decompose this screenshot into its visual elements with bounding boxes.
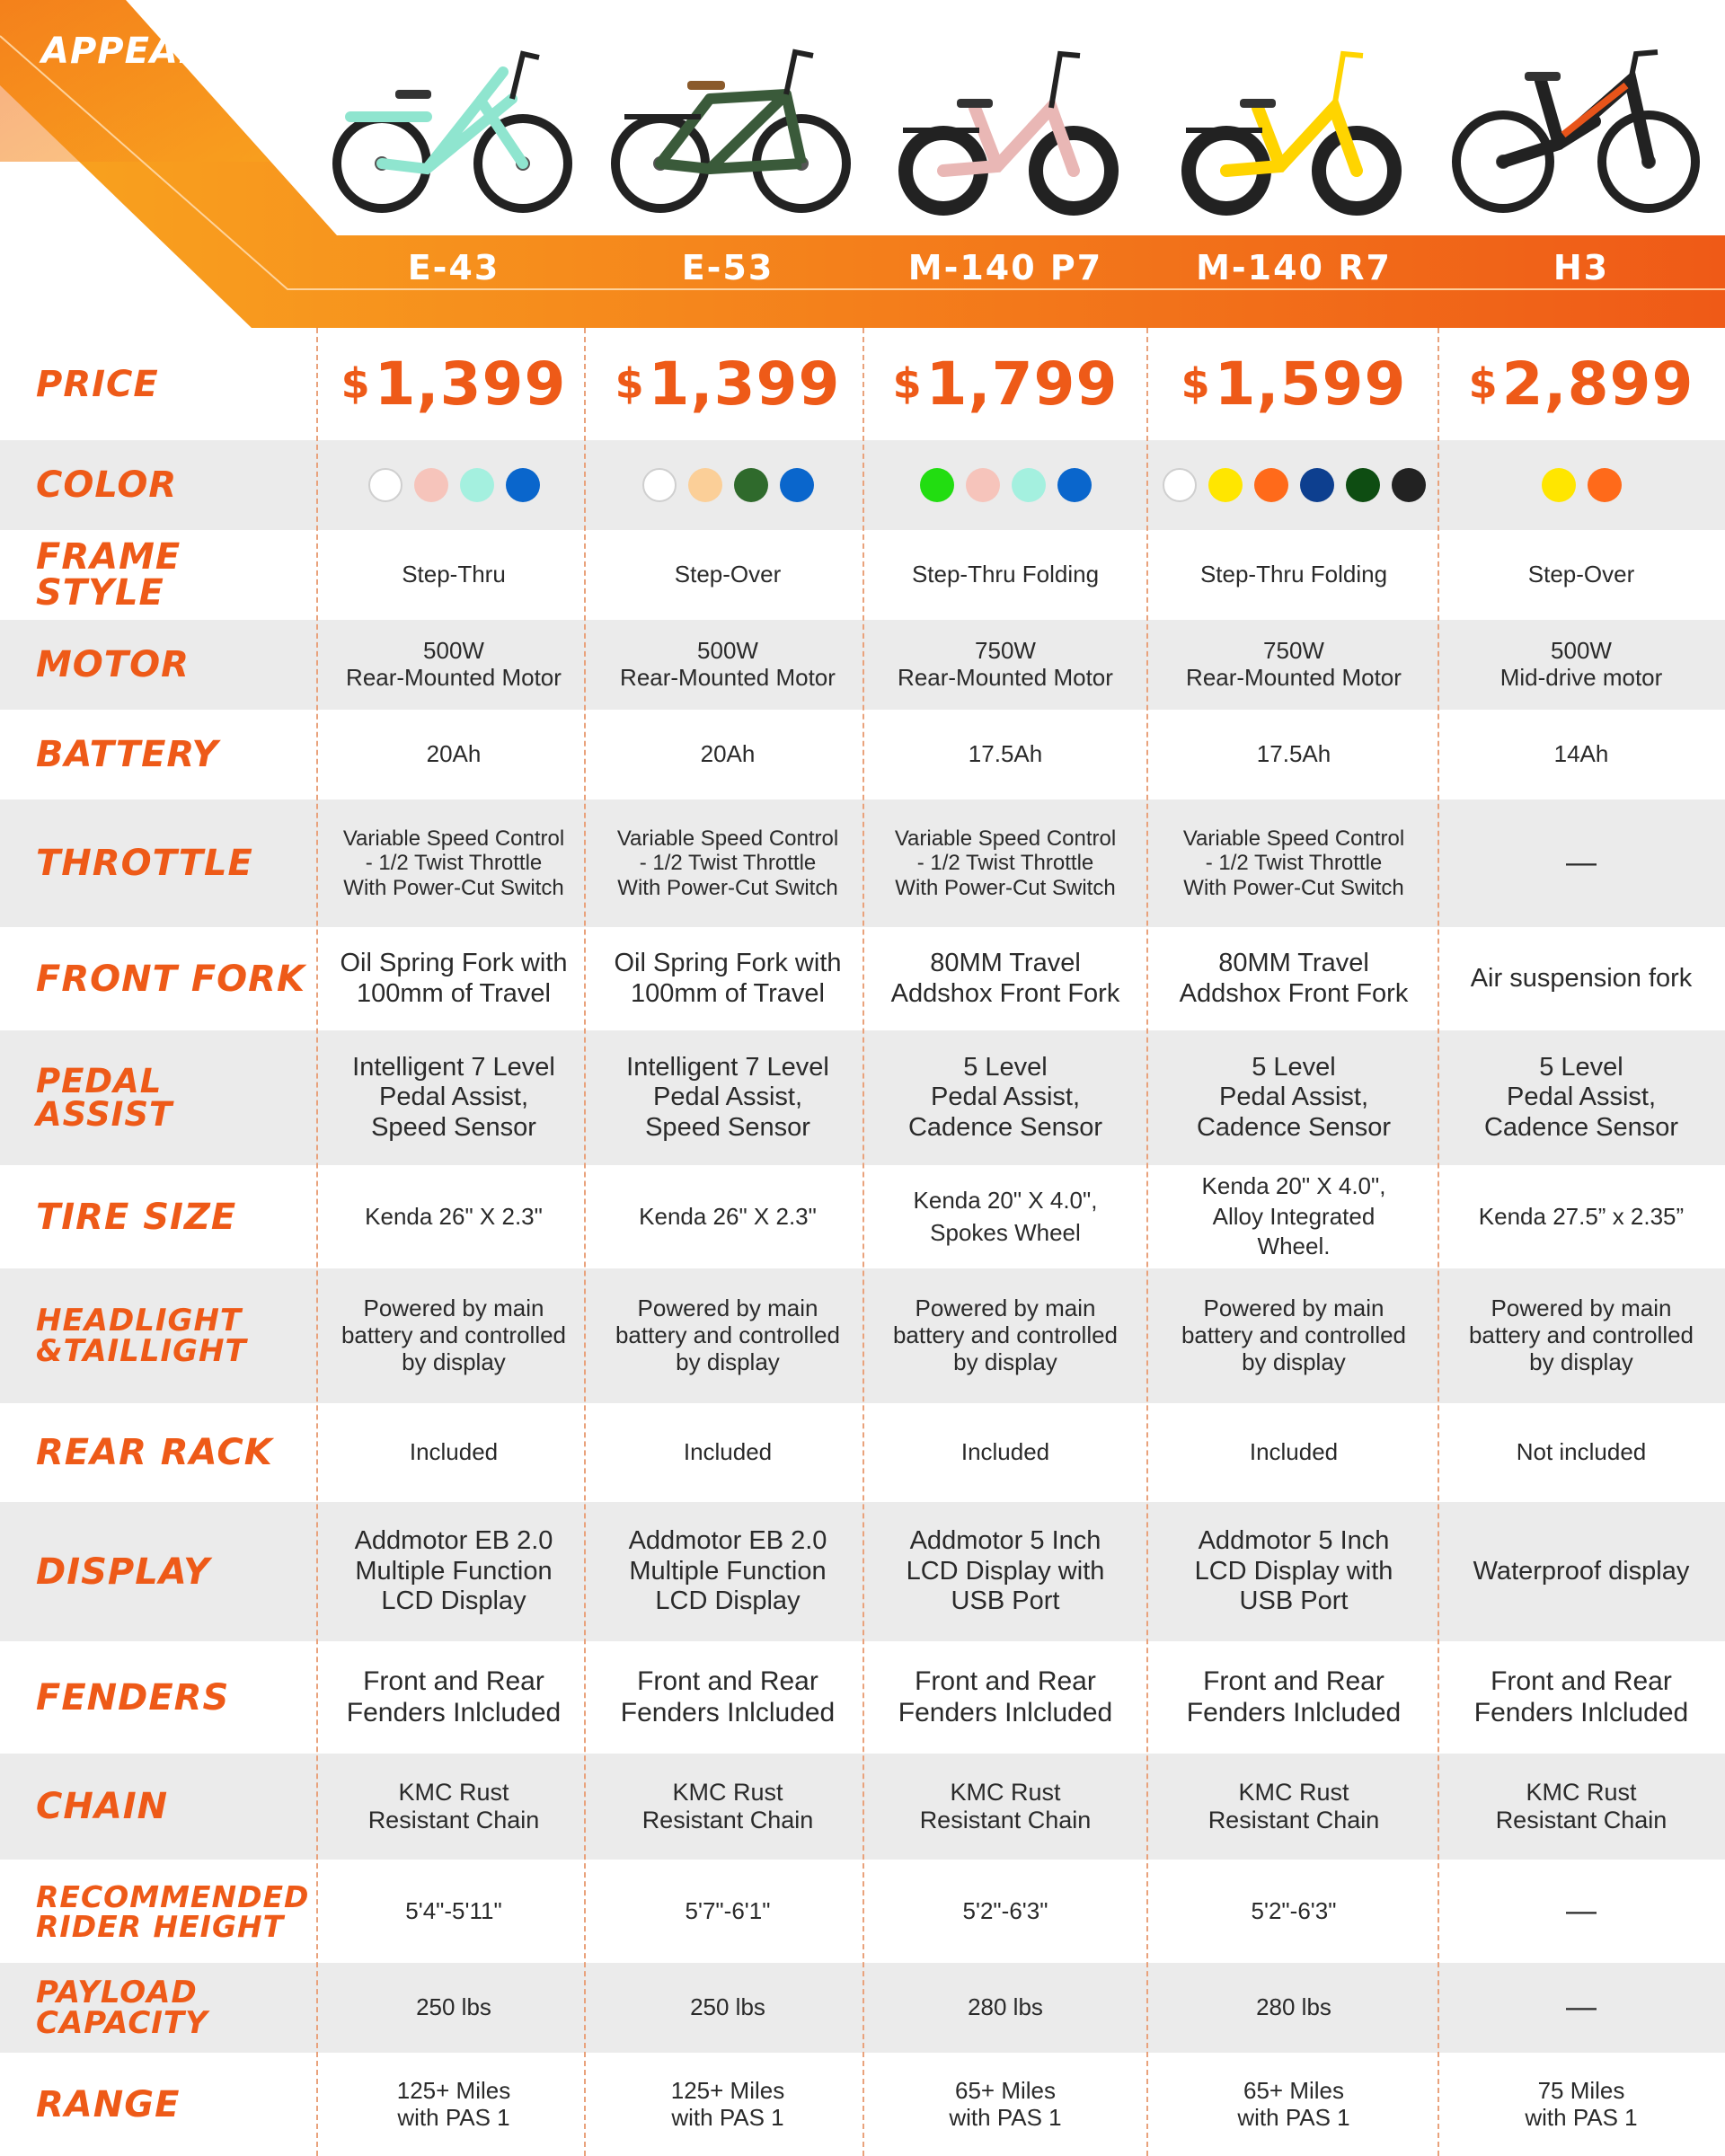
spec-cell: KMC Rust Resistant Chain — [1208, 1778, 1380, 1833]
spec-cell: Air suspension fork — [1470, 963, 1693, 993]
spec-cell: Waterproof display — [1473, 1556, 1690, 1586]
price-m140-p7 — [864, 328, 1146, 440]
price-e43 — [319, 328, 588, 440]
row-label-price: PRICE — [36, 363, 159, 405]
spec-cell: Variable Speed Control - 1/2 Twist Throttle With Power-Cut Switch — [616, 826, 839, 900]
spec-cell: 750W Rear-Mounted Motor — [898, 637, 1113, 691]
column-divider — [316, 328, 318, 2156]
appearance-title: APPEARANCE — [41, 31, 320, 72]
price-h3 — [1438, 328, 1725, 440]
spec-cell: KMC Rust Resistant Chain — [1495, 1778, 1668, 1833]
spec-cell: 5 Level Pedal Assist, Cadence Sensor — [907, 1052, 1103, 1142]
color-swatches — [642, 468, 814, 502]
spec-cell: 5 Level Pedal Assist, Cadence Sensor — [1483, 1052, 1679, 1142]
spec-cell: Step-Thru — [402, 561, 506, 588]
price-value: 1,799 — [925, 349, 1119, 419]
spec-cell: Addmotor EB 2.0 Multiple Function LCD Display — [354, 1526, 553, 1616]
spec-cell: Step-Thru Folding — [1199, 561, 1388, 588]
spec-cell: Powered by main battery and controlled by display — [892, 1294, 1119, 1375]
spec-cell: Front and Rear Fenders Inlcluded — [1186, 1666, 1402, 1727]
spec-cell: 65+ Miles with PAS 1 — [1237, 2076, 1350, 2131]
color-cell-m140-r7 — [1148, 440, 1439, 530]
row-label: PAYLOAD CAPACITY — [36, 1975, 208, 2041]
spec-cell: 5'7"-6'1" — [685, 1896, 771, 1924]
spec-cell: Variable Speed Control - 1/2 Twist Throttle With Power-Cut Switch — [894, 826, 1117, 900]
spec-cell: Addmotor 5 Inch LCD Display with USB Port — [1194, 1526, 1393, 1616]
color-swatch — [506, 468, 540, 502]
spec-cell: 5'2"-6'3" — [962, 1896, 1048, 1924]
color-swatch — [920, 468, 954, 502]
spec-cell: 500W Rear-Mounted Motor — [620, 637, 836, 691]
model-name-m140-r7: M-140 R7 — [1196, 248, 1392, 287]
spec-cell: — — [1566, 1893, 1597, 1928]
color-swatches — [1163, 468, 1426, 502]
spec-cell: 250 lbs — [690, 1993, 765, 2021]
spec-cell: Step-Over — [674, 561, 782, 588]
spec-cell: Front and Rear Fenders Inlcluded — [898, 1666, 1113, 1727]
spec-cell: 65+ Miles with PAS 1 — [949, 2076, 1062, 2131]
appearance-header — [0, 0, 1725, 328]
currency-symbol: $ — [341, 359, 371, 409]
spec-cell: Variable Speed Control - 1/2 Twist Throttle With Power-Cut Switch — [342, 826, 565, 900]
spec-cell: Powered by main battery and controlled by display — [341, 1294, 567, 1375]
spec-cell: Front and Rear Fenders Inlcluded — [1473, 1666, 1689, 1727]
spec-cell: Intelligent 7 Level Pedal Assist, Speed Sensor — [626, 1052, 829, 1142]
spec-cell: Powered by main battery and controlled by display — [1181, 1294, 1407, 1375]
color-swatch — [642, 468, 677, 502]
price-value: 2,899 — [1501, 349, 1694, 419]
spec-cell: 250 lbs — [416, 1993, 491, 2021]
color-cell-e53 — [588, 440, 867, 530]
column-divider — [1438, 328, 1439, 2156]
spec-cell: Included — [683, 1438, 773, 1466]
color-swatch — [460, 468, 494, 502]
color-swatch — [368, 468, 402, 502]
spec-cell: Not included — [1516, 1438, 1647, 1466]
currency-symbol: $ — [1181, 359, 1211, 409]
color-swatch — [1300, 468, 1334, 502]
color-swatch — [1542, 468, 1576, 502]
row-label: FRAME STYLE — [36, 536, 181, 614]
spec-cell: Included — [1249, 1438, 1339, 1466]
row-label: RECOMMENDED RIDER HEIGHT — [36, 1878, 310, 1944]
spec-cell: 75 Miles with PAS 1 — [1525, 2076, 1638, 2131]
spec-cell: KMC Rust Resistant Chain — [641, 1778, 814, 1833]
row-label: BATTERY — [36, 734, 219, 775]
spec-cell: Kenda 27.5” x 2.35” — [1478, 1202, 1685, 1230]
spec-cell: 17.5Ah — [968, 740, 1043, 768]
column-divider — [862, 328, 864, 2156]
spec-cell: 500W Rear-Mounted Motor — [346, 637, 562, 691]
spec-cell: Addmotor EB 2.0 Multiple Function LCD Display — [628, 1526, 827, 1616]
color-swatch — [734, 468, 768, 502]
color-swatch — [1588, 468, 1622, 502]
bike-image-e53 — [611, 45, 854, 216]
color-swatches — [920, 468, 1092, 502]
spec-cell: Oil Spring Fork with 100mm of Travel — [614, 949, 842, 1008]
spec-cell: 500W Mid-drive motor — [1499, 637, 1663, 691]
column-divider — [1146, 328, 1148, 2156]
currency-symbol: $ — [892, 359, 923, 409]
spec-cell: Kenda 26" X 2.3" — [365, 1202, 543, 1230]
spec-cell: Powered by main battery and controlled by display — [615, 1294, 841, 1375]
spec-cell: Kenda 20" X 4.0", Alloy Integrated Wheel. — [1201, 1171, 1386, 1260]
spec-cell: Variable Speed Control - 1/2 Twist Throttle With Power-Cut Switch — [1182, 826, 1405, 900]
color-swatch — [688, 468, 722, 502]
row-label-color: COLOR — [36, 464, 178, 506]
spec-cell: 125+ Miles with PAS 1 — [396, 2076, 511, 2131]
column-divider — [584, 328, 586, 2156]
model-name-e53: E-53 — [681, 248, 774, 287]
color-swatch — [966, 468, 1000, 502]
row-label: REAR RACK — [36, 1432, 273, 1473]
spec-cell: — — [1566, 845, 1597, 880]
row-label: FENDERS — [36, 1676, 230, 1719]
spec-cell: Front and Rear Fenders Inlcluded — [346, 1666, 562, 1727]
spec-cell: Step-Thru Folding — [911, 561, 1100, 588]
color-cell-e43 — [319, 440, 588, 530]
spec-cell: Intelligent 7 Level Pedal Assist, Speed Sensor — [352, 1052, 555, 1142]
spec-cell: KMC Rust Resistant Chain — [919, 1778, 1092, 1833]
spec-cell: Kenda 26" X 2.3" — [639, 1202, 817, 1230]
spec-cell: 20Ah — [426, 740, 482, 768]
color-swatches — [1542, 468, 1622, 502]
spec-cell: KMC Rust Resistant Chain — [367, 1778, 540, 1833]
spec-cell: Step-Over — [1527, 561, 1635, 588]
spec-cell: Front and Rear Fenders Inlcluded — [620, 1666, 836, 1727]
row-label: HEADLIGHT &TAILLIGHT — [36, 1303, 247, 1369]
row-label: MOTOR — [36, 644, 190, 685]
color-swatch — [1346, 468, 1380, 502]
currency-symbol: $ — [1468, 359, 1499, 409]
row-label: DISPLAY — [36, 1551, 211, 1593]
color-swatches — [368, 468, 540, 502]
spec-cell: 750W Rear-Mounted Motor — [1186, 637, 1402, 691]
row-label: THROTTLE — [36, 843, 253, 884]
price-e53 — [588, 328, 867, 440]
color-cell-h3 — [1438, 440, 1725, 530]
price-value: 1,399 — [648, 349, 841, 419]
price-m140-r7 — [1148, 328, 1439, 440]
color-swatch — [1208, 468, 1243, 502]
color-swatch — [1392, 468, 1426, 502]
price-value: 1,399 — [374, 349, 567, 419]
spec-cell: 280 lbs — [1256, 1993, 1331, 2021]
bike-image-m140-r7 — [1172, 45, 1415, 216]
bike-image-e43 — [332, 45, 575, 216]
spec-cell: 80MM Travel Addshox Front Fork — [1179, 949, 1409, 1008]
model-name-m140-p7: M-140 P7 — [907, 248, 1103, 287]
color-swatch — [1254, 468, 1288, 502]
bike-image-m140-p7 — [889, 45, 1132, 216]
spec-cell: Oil Spring Fork with 100mm of Travel — [340, 949, 568, 1008]
color-swatch — [1012, 468, 1046, 502]
spec-cell: Included — [960, 1438, 1050, 1466]
color-swatch — [414, 468, 448, 502]
color-swatch — [780, 468, 814, 502]
spec-cell: Addmotor 5 Inch LCD Display with USB Port — [906, 1526, 1105, 1616]
row-label: CHAIN — [36, 1786, 169, 1827]
spec-cell: Powered by main battery and controlled by display — [1468, 1294, 1694, 1375]
bike-image-h3 — [1451, 45, 1703, 216]
row-label: FRONT FORK — [36, 958, 305, 1000]
spec-cell: — — [1566, 1990, 1597, 2025]
row-label: PEDAL ASSIST — [36, 1062, 173, 1134]
color-swatch — [1057, 468, 1092, 502]
currency-symbol: $ — [615, 359, 645, 409]
spec-cell: 14Ah — [1553, 740, 1609, 768]
row-label: TIRE SIZE — [36, 1196, 237, 1238]
spec-cell: 125+ Miles with PAS 1 — [670, 2076, 785, 2131]
spec-cell: 5'2"-6'3" — [1251, 1896, 1337, 1924]
spec-cell: Included — [409, 1438, 499, 1466]
spec-cell: 17.5Ah — [1256, 740, 1331, 768]
spec-cell: Kenda 20" X 4.0", Spokes Wheel — [913, 1187, 1098, 1246]
model-name-e43: E-43 — [407, 248, 500, 287]
spec-cell: 280 lbs — [968, 1993, 1043, 2021]
spec-cell: 80MM Travel Addshox Front Fork — [890, 949, 1120, 1008]
model-name-h3: H3 — [1552, 248, 1610, 287]
spec-cell: 5 Level Pedal Assist, Cadence Sensor — [1196, 1052, 1392, 1142]
price-value: 1,599 — [1214, 349, 1407, 419]
color-cell-m140-p7 — [864, 440, 1146, 530]
row-label: RANGE — [36, 2083, 181, 2125]
spec-cell: 20Ah — [700, 740, 756, 768]
spec-cell: 5'4"-5'11" — [405, 1896, 502, 1924]
color-swatch — [1163, 468, 1197, 502]
